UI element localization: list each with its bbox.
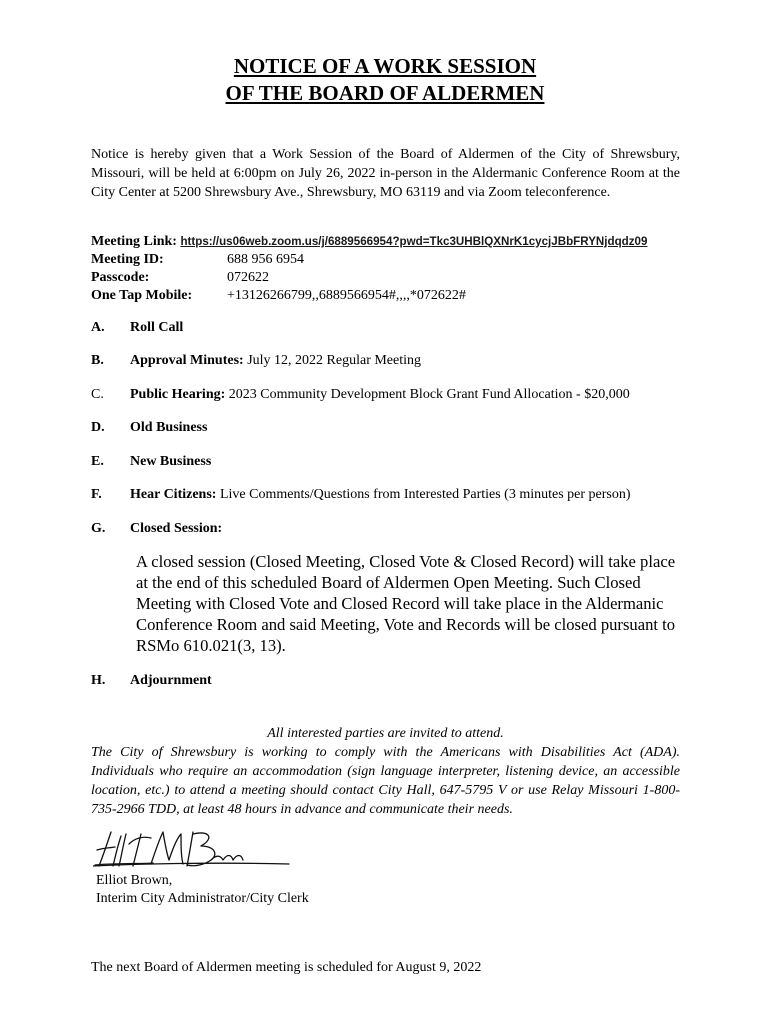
agenda-item-c xyxy=(91,386,630,404)
invitation-line: All interested parties are invited to attend. xyxy=(267,726,504,741)
agenda-item-heading: Adjournment xyxy=(130,673,212,688)
agenda-item-b xyxy=(91,352,421,370)
agenda-item-letter: C. xyxy=(91,387,104,402)
agenda-item-letter: F. xyxy=(91,487,102,502)
agenda-item-heading: Hear Citizens: xyxy=(130,487,217,502)
signatory-name: Elliot Brown, xyxy=(96,873,173,888)
agenda-item-letter: A. xyxy=(91,320,105,335)
passcode-value: 072622 xyxy=(227,270,269,285)
agenda-item-h xyxy=(91,672,212,690)
agenda-item-a xyxy=(91,319,183,337)
meeting-link[interactable]: https://us06web.zoom.us/j/6889566954?pwd=Tkc3UHBlQXNrK1cycjJBbFRYNjdqdz09 xyxy=(180,235,648,248)
closed-session-paragraph: A closed session (Closed Meeting, Closed Vote & Closed Record) will take place at the end of this scheduled Board of Aldermen Open Meeting. Such Closed Meeting with Closed Vote and Closed Record will take place in the Aldermanic Conference Room and said Meeting, Vote and Records will be closed pursuant to RSMo 610.021(3, 13). xyxy=(136,552,676,655)
signatory xyxy=(96,872,309,908)
agenda-item-letter: B. xyxy=(91,353,104,368)
one-tap-mobile-label: One Tap Mobile: xyxy=(91,288,193,303)
one-tap-mobile-value: +13126266799,,6889566954#,,,,*072622# xyxy=(227,288,466,303)
meeting-id-label: Meeting ID: xyxy=(91,252,164,267)
agenda-item-d xyxy=(91,419,207,437)
intro-paragraph: Notice is hereby given that a Work Session of the Board of Aldermen of the City of Shrewsbury, Missouri, will be held at 6:00pm on July 26, 2022 in-person in the Aldermanic Conference Room at the City Center at 5200 Shrewsbury Ave., Shrewsbury, MO 63119 and via Zoom teleconference. xyxy=(91,147,680,200)
handwritten-signature xyxy=(93,826,293,872)
agenda-item-g xyxy=(91,520,222,538)
agenda-item-detail: July 12, 2022 Regular Meeting xyxy=(243,353,422,368)
agenda-item-heading: Public Hearing: xyxy=(130,387,226,402)
agenda-item-letter: D. xyxy=(91,420,105,435)
agenda-item-f xyxy=(91,486,631,504)
ada-paragraph: The City of Shrewsbury is working to comply with the Americans with Disabilities Act (ADA). Individuals who require an accommodation (sign language interpreter, listening device, an accessible location, etc.) to attend a meeting should contact City Hall, 647-5795 V or use Relay Missouri 1-800-735-2966 TDD, at least 48 hours in advance and communicate their needs. xyxy=(91,745,680,817)
meeting-id-value: 688 956 6954 xyxy=(227,252,304,267)
meeting-link-label: Meeting Link: xyxy=(91,234,177,249)
agenda-item-heading: Approval Minutes: xyxy=(130,353,244,368)
agenda-item-e xyxy=(91,453,211,471)
ada-notice xyxy=(91,724,680,819)
next-meeting-footer: The next Board of Aldermen meeting is scheduled for August 9, 2022 xyxy=(91,960,482,975)
agenda-item-detail: Live Comments/Questions from Interested Parties (3 minutes per person) xyxy=(216,487,631,502)
passcode-label: Passcode: xyxy=(91,270,150,285)
document-title-line-1: NOTICE OF A WORK SESSION xyxy=(233,54,537,78)
meeting-details xyxy=(91,233,647,305)
agenda-item-heading: Old Business xyxy=(130,420,208,435)
agenda-item-letter: H. xyxy=(91,673,106,688)
agenda-item-letter: G. xyxy=(91,521,106,536)
agenda-item-heading: Roll Call xyxy=(130,320,184,335)
agenda-item-letter: E. xyxy=(91,454,104,469)
signatory-title: Interim City Administrator/City Clerk xyxy=(96,891,309,906)
agenda-item-heading: Closed Session: xyxy=(130,521,223,536)
document-title-line-2: OF THE BOARD OF ALDERMEN xyxy=(225,81,545,105)
agenda-item-heading: New Business xyxy=(130,454,212,469)
agenda-item-detail: 2023 Community Development Block Grant Fund Allocation - $20,000 xyxy=(225,387,630,402)
